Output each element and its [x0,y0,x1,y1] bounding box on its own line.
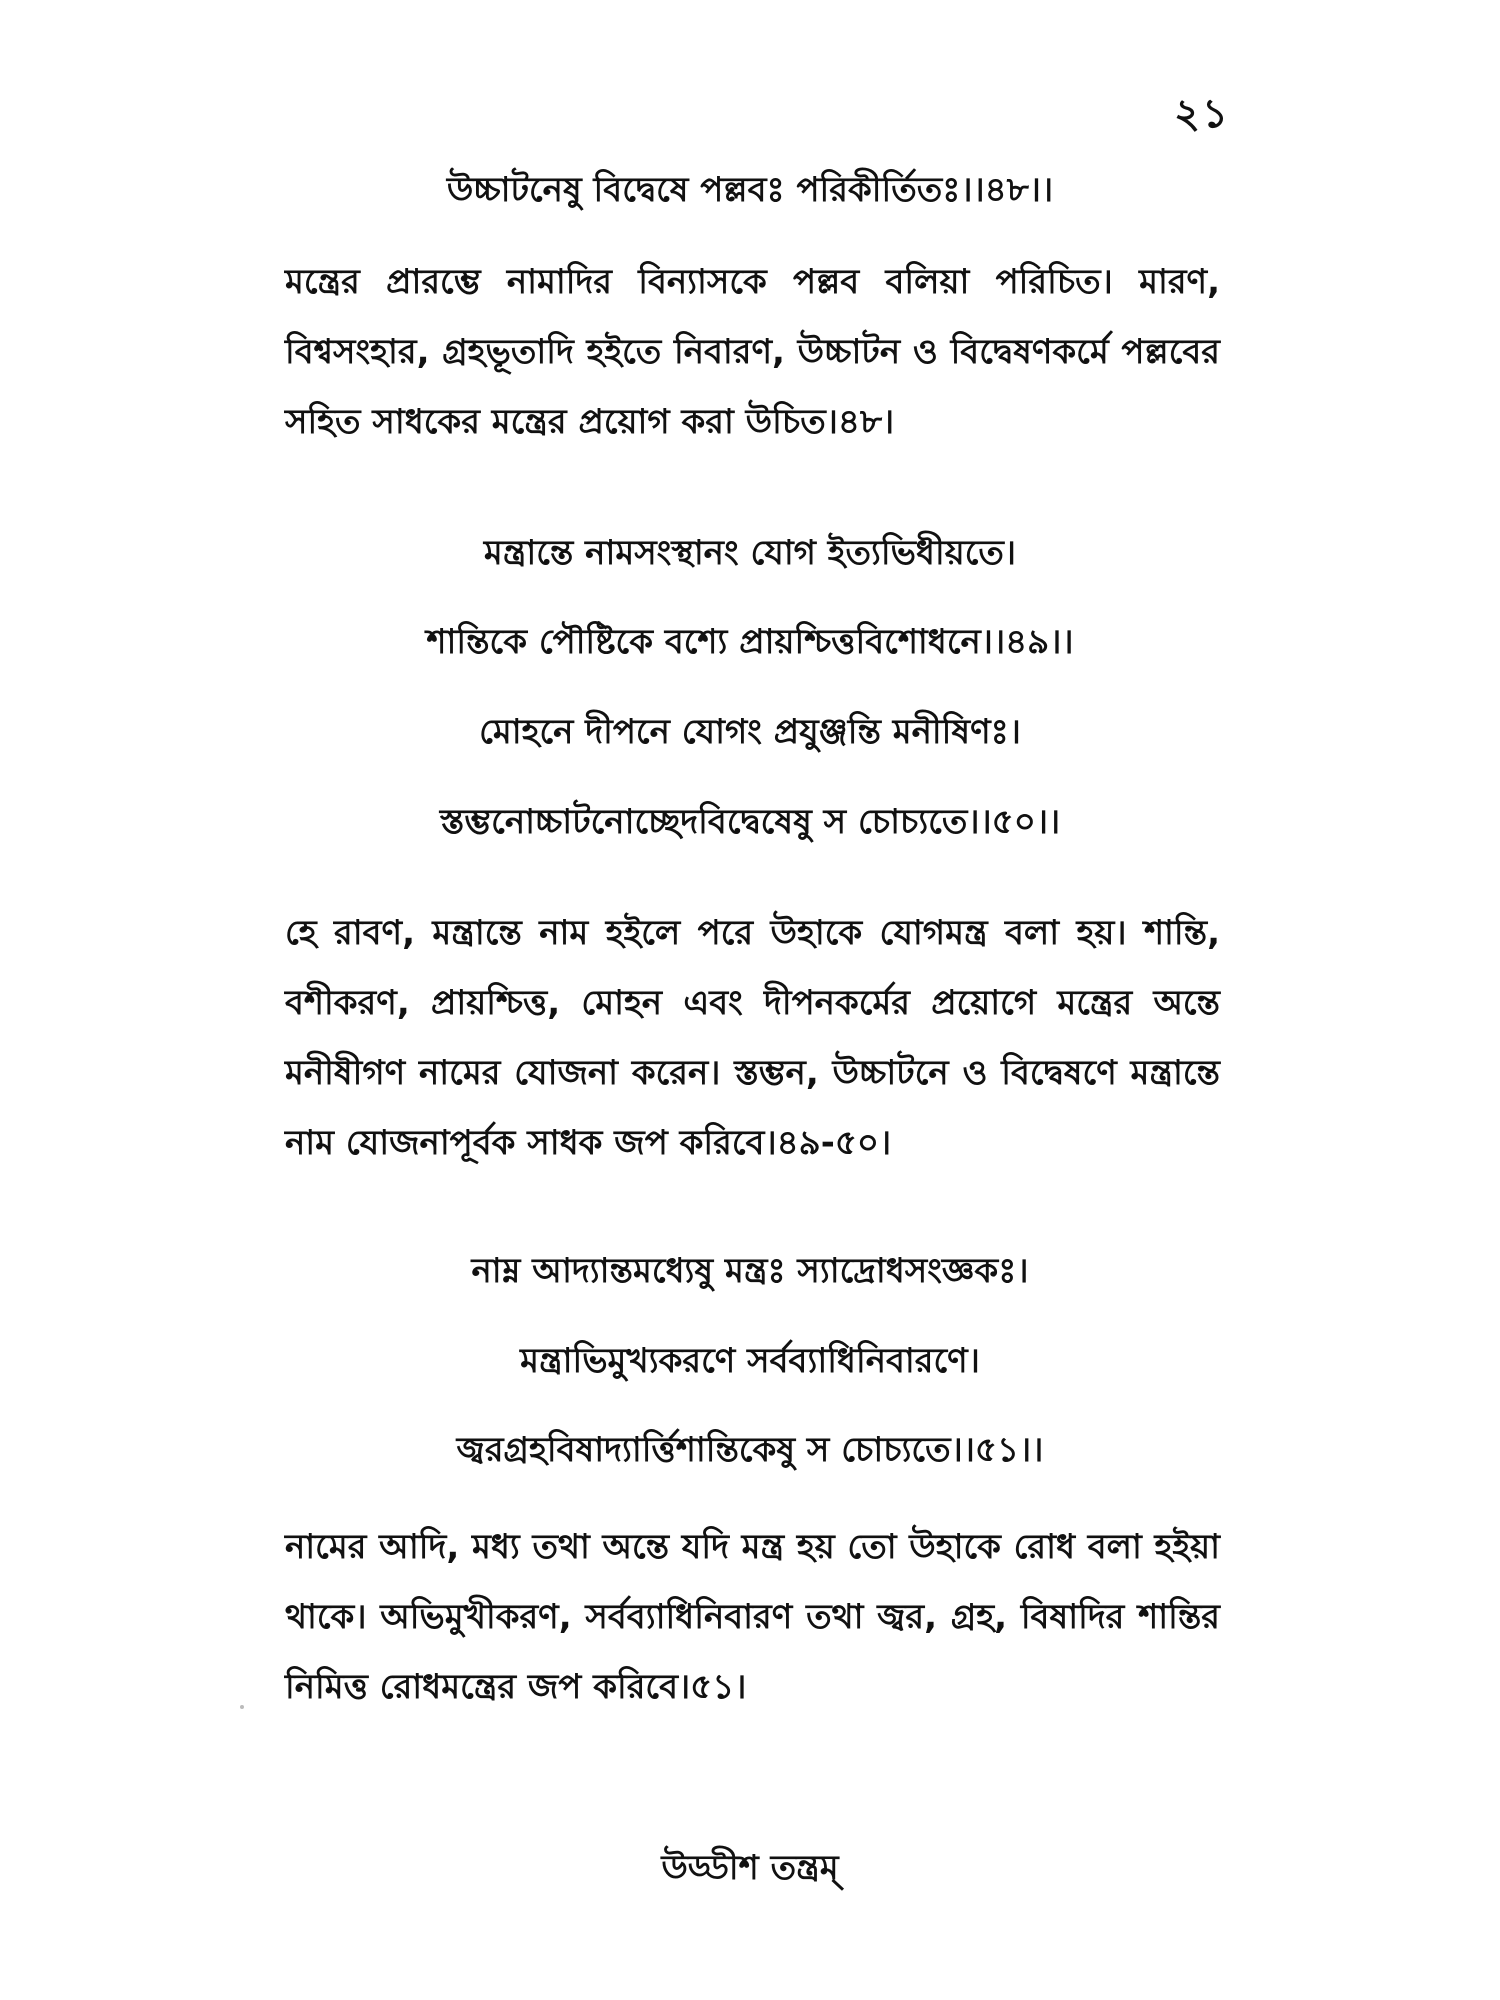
commentary-48 [285,247,1220,457]
commentary-text: নামের আদি, মধ্য তথা অন্তে যদি মন্ত্র হয় তো উহাকে রোধ বলা হইয়া থাকে। অভিমুখীকরণ, সর্বব্যাধিনিবারণ তথা জ্বর, গ্রহ, বিষাদির শান্তির নিমিত্ত রোধমন্ত্রের জপ করিবে।৫১। [285,1527,1220,1707]
scan-speck [240,1705,244,1709]
verse-line-50a: মোহনে দীপনে যোগং প্রযুঞ্জন্তি মনীষিণঃ। [479,712,1021,752]
page-number: ২১ [1174,91,1230,137]
commentary-text: হে রাবণ, মন্ত্রান্তে নাম হইলে পরে উহাকে যোগমন্ত্র বলা হয়। শান্তি, বশীকরণ, প্রায়শ্চিত্ত, মোহন এবং দীপনকর্মের প্রয়োগে মন্ত্রের অন্তে মনীষীগণ নামের যোজনা করেন। স্তম্ভন, উচ্চাটনে ও বিদ্বেষণে মন্ত্রান্তে নাম যোজনাপূর্বক সাধক জপ করিবে।৪৯-৫০। [285,913,1220,1163]
verse-line-49a: মন্ত্রান্তে নামসংস্থানং যোগ ইত্যভিধীয়তে। [483,533,1017,573]
verse-line-49b: শান্তিকে পৌষ্টিকে বশ্যে প্রায়শ্চিত্তবিশোধনে।।৪৯।। [426,622,1074,662]
verse-line-51a: নাম্ন আদ্যান্তমধ্যেষু মন্ত্রঃ স্যাদ্রোধসংজ্ঞকঃ। [471,1251,1029,1291]
verse-line-48: উচ্চাটনেষু বিদ্বেষে পল্লবঃ পরিকীর্তিতঃ।।৪৮।। [446,170,1054,210]
commentary-49-50 [285,898,1220,1178]
commentary-text: মন্ত্রের প্রারম্ভে নামাদির বিন্যাসকে পল্লব বলিয়া পরিচিত। মারণ, বিশ্বসংহার, গ্রহভূতাদি হইতে নিবারণ, উচ্চাটন ও বিদ্বেষণকর্মে পল্লবের সহিত সাধকের মন্ত্রের প্রয়োগ করা উচিত।৪৮। [285,262,1220,442]
verse-line-51c: জ্বরগ্রহবিষাদ্যার্ত্তিশান্তিকেষু স চোচ্যতে।।৫১।। [456,1430,1044,1470]
verse-line-50b: স্তম্ভনোচ্চাটনোচ্ছেদবিদ্বেষেষু স চোচ্যতে।।৫০।। [439,802,1061,842]
running-footer-title: উড্ডীশ তন্ত্রম্ [661,1848,839,1888]
verse-line-51b: মন্ত্রাভিমুখ্যকরণে সর্বব্যাধিনিবারণে। [520,1341,980,1381]
commentary-51 [285,1512,1220,1722]
